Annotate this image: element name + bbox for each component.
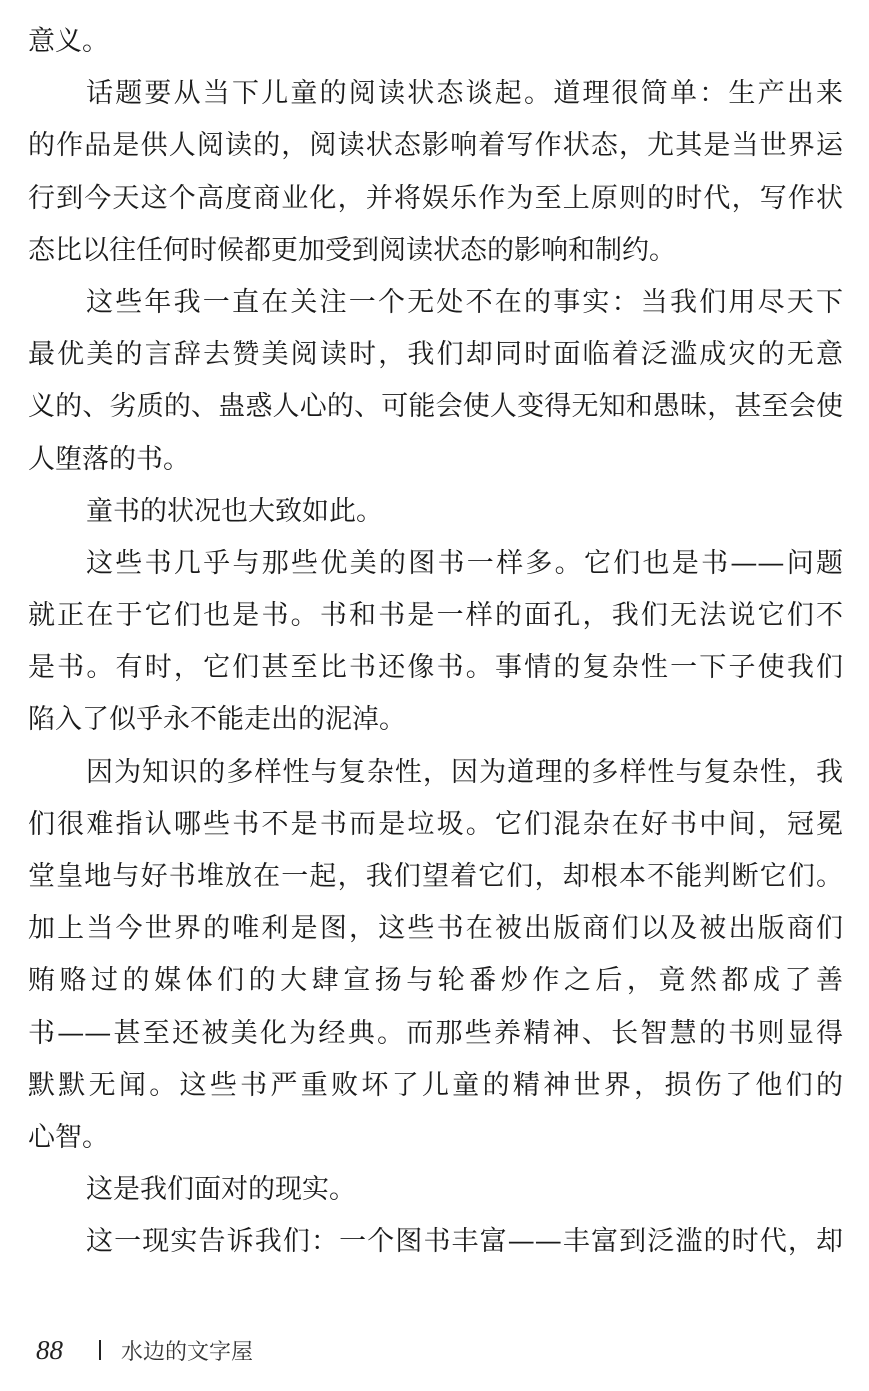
text-line: 义的、劣质的、蛊惑人心的、可能会使人变得无知和愚昧，甚至会使: [28, 391, 843, 423]
text-line: 堂皇地与好书堆放在一起，我们望着它们，却根本不能判断它们。: [28, 861, 843, 892]
body-text: [28, 16, 843, 1269]
text-line: 最优美的言辞去赞美阅读时，我们却同时面临着泛滥成灾的无意: [28, 339, 843, 371]
text-line: 因为知识的多样性与复杂性，因为道理的多样性与复杂性，我: [86, 756, 843, 788]
text-line: 意义。: [28, 26, 109, 57]
text-line: 这些年我一直在关注一个无处不在的事实：当我们用尽天下: [86, 286, 843, 318]
text-line: 童书的状况也大致如此。: [86, 495, 383, 527]
text-line: 加上当今世界的唯利是图，这些书在被出版商们以及被出版商们: [28, 913, 843, 945]
footer-divider: [99, 1340, 101, 1360]
text-line: 陷入了似乎永不能走出的泥淖。: [28, 704, 406, 736]
text-line: 这是我们面对的现实。: [86, 1174, 356, 1206]
text-line: 贿赂过的媒体们的大肆宣扬与轮番炒作之后，竟然都成了善: [28, 965, 843, 997]
page-number: 88: [36, 1334, 63, 1365]
text-line: 们很难指认哪些书不是书而是垃圾。它们混杂在好书中间，冠冕: [28, 808, 843, 840]
text-line: 行到今天这个高度商业化，并将娱乐作为至上原则的时代，写作状: [28, 182, 843, 214]
text-line: 的作品是供人阅读的，阅读状态影响着写作状态，尤其是当世界运: [28, 130, 843, 162]
book-title: 水边的文字屋: [121, 1339, 254, 1365]
text-line: 态比以往任何时候都更加受到阅读状态的影响和制约。: [28, 234, 676, 266]
text-line: 书——甚至还被美化为经典。而那些养精神、长智慧的书则显得: [28, 1017, 843, 1049]
text-line: 这些书几乎与那些优美的图书一样多。它们也是书——问题: [86, 547, 843, 579]
text-line: 心智。: [28, 1121, 109, 1153]
text-line: 是书。有时，它们甚至比书还像书。事情的复杂性一下子使我们: [28, 652, 843, 684]
text-line: 人堕落的书。: [28, 443, 190, 475]
text-line: 就正在于它们也是书。书和书是一样的面孔，我们无法说它们不: [28, 600, 843, 632]
text-line: 默默无闻。这些书严重败坏了儿童的精神世界，损伤了他们的: [28, 1069, 843, 1101]
text-line: 话题要从当下儿童的阅读状态谈起。道理很简单：生产出来: [86, 78, 843, 110]
page-footer: [36, 1333, 253, 1367]
text-line: 这一现实告诉我们：一个图书丰富——丰富到泛滥的时代，却: [86, 1226, 843, 1258]
